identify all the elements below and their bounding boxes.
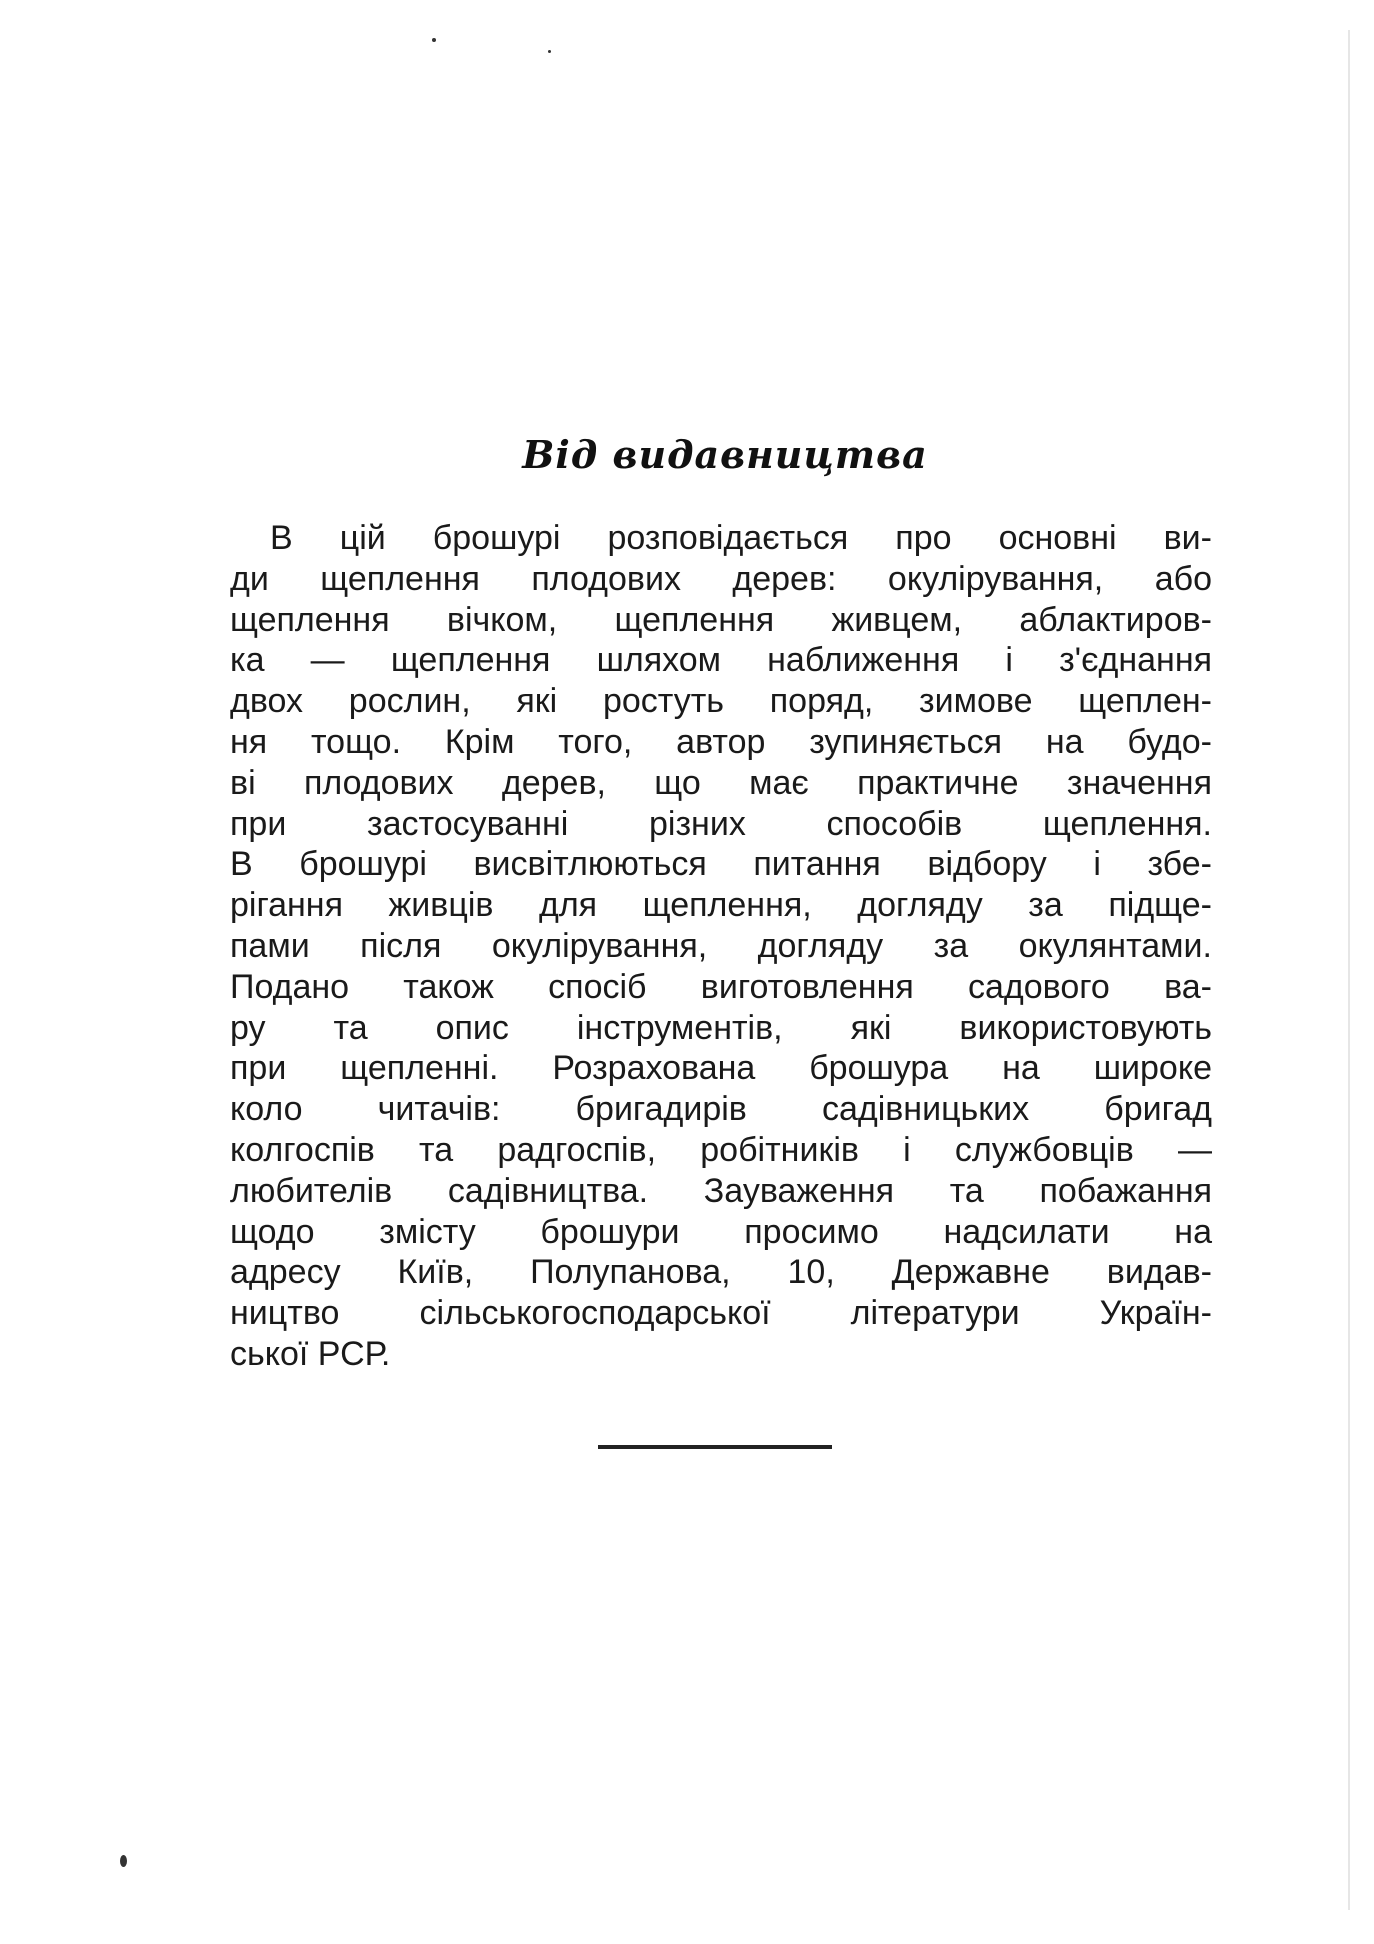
- paragraph-line: ня тощо. Крім того, автор зупиняється на будо-: [230, 722, 1212, 761]
- section-heading: Від видавництва: [522, 432, 928, 477]
- paragraph-line: Подано також спосіб виготовлення садового ва-: [230, 967, 1212, 1006]
- paragraph-line: колгоспів та радгоспів, робітників і службовців —: [230, 1130, 1212, 1169]
- paragraph-line: В цій брошурі розповідається про основні ви-: [270, 519, 1212, 557]
- print-speck: [432, 38, 436, 42]
- print-speck: [548, 50, 551, 53]
- horizontal-rule: [598, 1445, 832, 1449]
- paragraph-line: любителів садівництва. Зауваження та побажання: [230, 1171, 1212, 1210]
- paragraph-line: ві плодових дерев, що має практичне значення: [230, 763, 1212, 802]
- paragraph-line: адресу Київ, Полупанова, 10, Державне видав-: [230, 1253, 1212, 1292]
- paragraph-line: ди щеплення плодових дерев: окулірування, або: [230, 559, 1212, 598]
- paragraph-line: двох рослин, які ростуть поряд, зимове щеплен-: [230, 682, 1212, 721]
- paragraph-line: щеплення вічком, щеплення живцем, аблактиров-: [230, 600, 1212, 639]
- paragraph-line: при застосуванні різних способів щеплення.: [230, 804, 1212, 843]
- paragraph-line: ництво сільськогосподарської літератури Україн-: [230, 1294, 1212, 1333]
- paragraph-line: В брошурі висвітлюються питання відбору і збе-: [230, 845, 1212, 884]
- paragraph-line: ської РСР.: [230, 1334, 391, 1373]
- publisher-note-paragraph: [230, 518, 1212, 1375]
- paragraph-line: рігання живців для щеплення, догляду за підще-: [230, 886, 1212, 925]
- paragraph-line: ру та опис інструментів, які використовують: [230, 1008, 1212, 1047]
- paragraph-line: щодо змісту брошури просимо надсилати на: [230, 1212, 1212, 1251]
- print-speck: [120, 1855, 127, 1867]
- paragraph-line: пами після окулірування, догляду за окулянтами.: [230, 926, 1212, 965]
- paragraph-line: коло читачів: бригадирів садівницьких бригад: [230, 1090, 1212, 1129]
- paragraph-line: при щепленні. Розрахована брошура на широке: [230, 1049, 1212, 1088]
- paragraph-line: ка — щеплення шляхом наближення і з'єднання: [230, 641, 1212, 680]
- page-edge-shadow: [1348, 30, 1350, 1910]
